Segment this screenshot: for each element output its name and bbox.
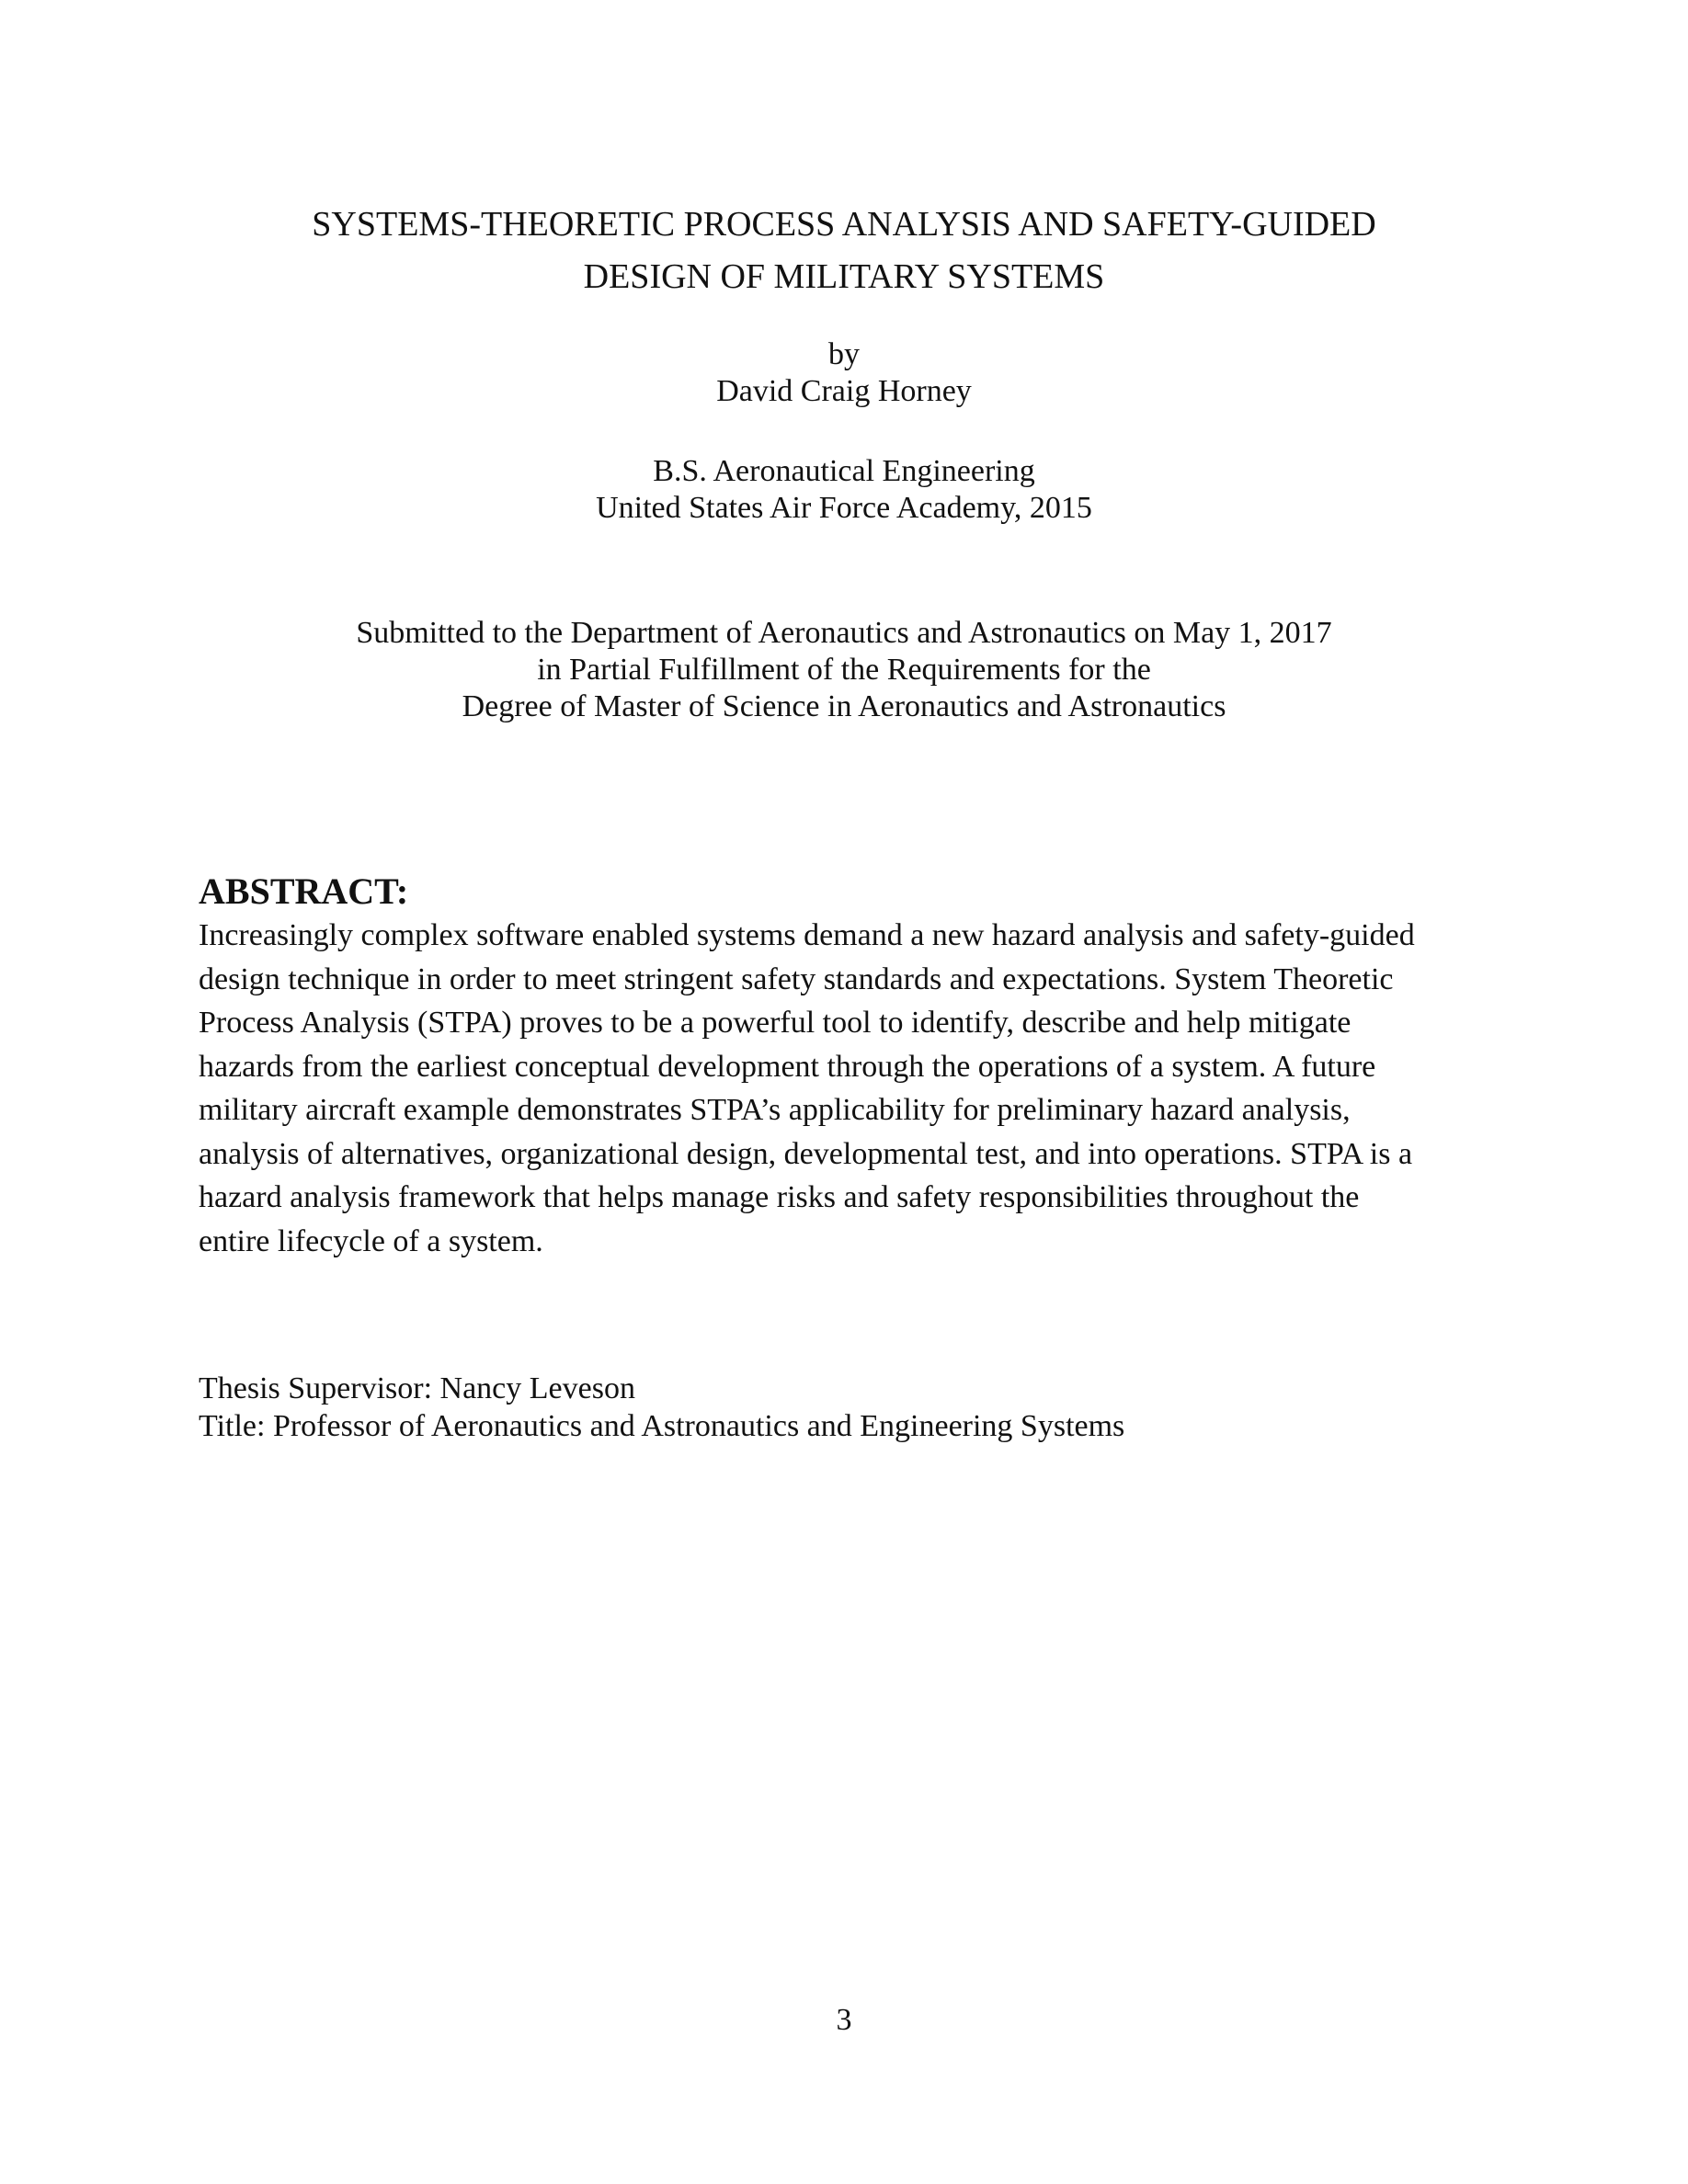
submission-statement: [0, 615, 1688, 725]
prior-degree-name: B.S. Aeronautical Engineering: [653, 454, 1035, 488]
abstract-section: [199, 870, 1504, 1263]
prior-institution: United States Air Force Academy, 2015: [596, 491, 1092, 525]
abstract-line: Increasingly complex software enabled systems demand a new hazard analysis and safety-guided: [199, 918, 1415, 952]
abstract-line: analysis of alternatives, organizational design, developmental test, and into operations. STPA is a: [199, 1136, 1413, 1171]
title-line: SYSTEMS-THEORETIC PROCESS ANALYSIS AND SAFETY-GUIDED: [312, 205, 1376, 244]
byline: [0, 336, 1688, 410]
submission-line: Degree of Master of Science in Aeronautics and Astronautics: [462, 689, 1226, 723]
prior-degree: [0, 453, 1688, 527]
abstract-body: [199, 914, 1504, 1263]
abstract-heading: ABSTRACT:: [199, 870, 409, 912]
title-line: DESIGN OF MILITARY SYSTEMS: [583, 257, 1105, 296]
thesis-title: [0, 199, 1688, 303]
submission-line: in Partial Fulfillment of the Requirements for the: [537, 653, 1151, 687]
abstract-line: hazards from the earliest conceptual development through the operations of a system. A future: [199, 1049, 1376, 1084]
page-number: 3: [836, 2003, 852, 2037]
abstract-line: Process Analysis (STPA) proves to be a powerful tool to identify, describe and help mitigate: [199, 1006, 1352, 1040]
supervisor-name: Thesis Supervisor: Nancy Leveson: [199, 1371, 635, 1405]
author-name: David Craig Horney: [716, 374, 972, 408]
thesis-supervisor: [199, 1370, 1124, 1445]
supervisor-title: Title: Professor of Aeronautics and Astronautics and Engineering Systems: [199, 1409, 1125, 1443]
abstract-line: military aircraft example demonstrates STPA’s applicability for preliminary hazard analysis,: [199, 1093, 1351, 1127]
abstract-line: design technique in order to meet stringent safety standards and expectations. System Theoretic: [199, 961, 1394, 996]
submission-line: Submitted to the Department of Aeronautics and Astronautics on May 1, 2017: [356, 616, 1332, 650]
abstract-line: entire lifecycle of a system.: [199, 1223, 543, 1258]
abstract-line: hazard analysis framework that helps manage risks and safety responsibilities throughout the: [199, 1180, 1360, 1214]
by-label: by: [828, 337, 860, 371]
